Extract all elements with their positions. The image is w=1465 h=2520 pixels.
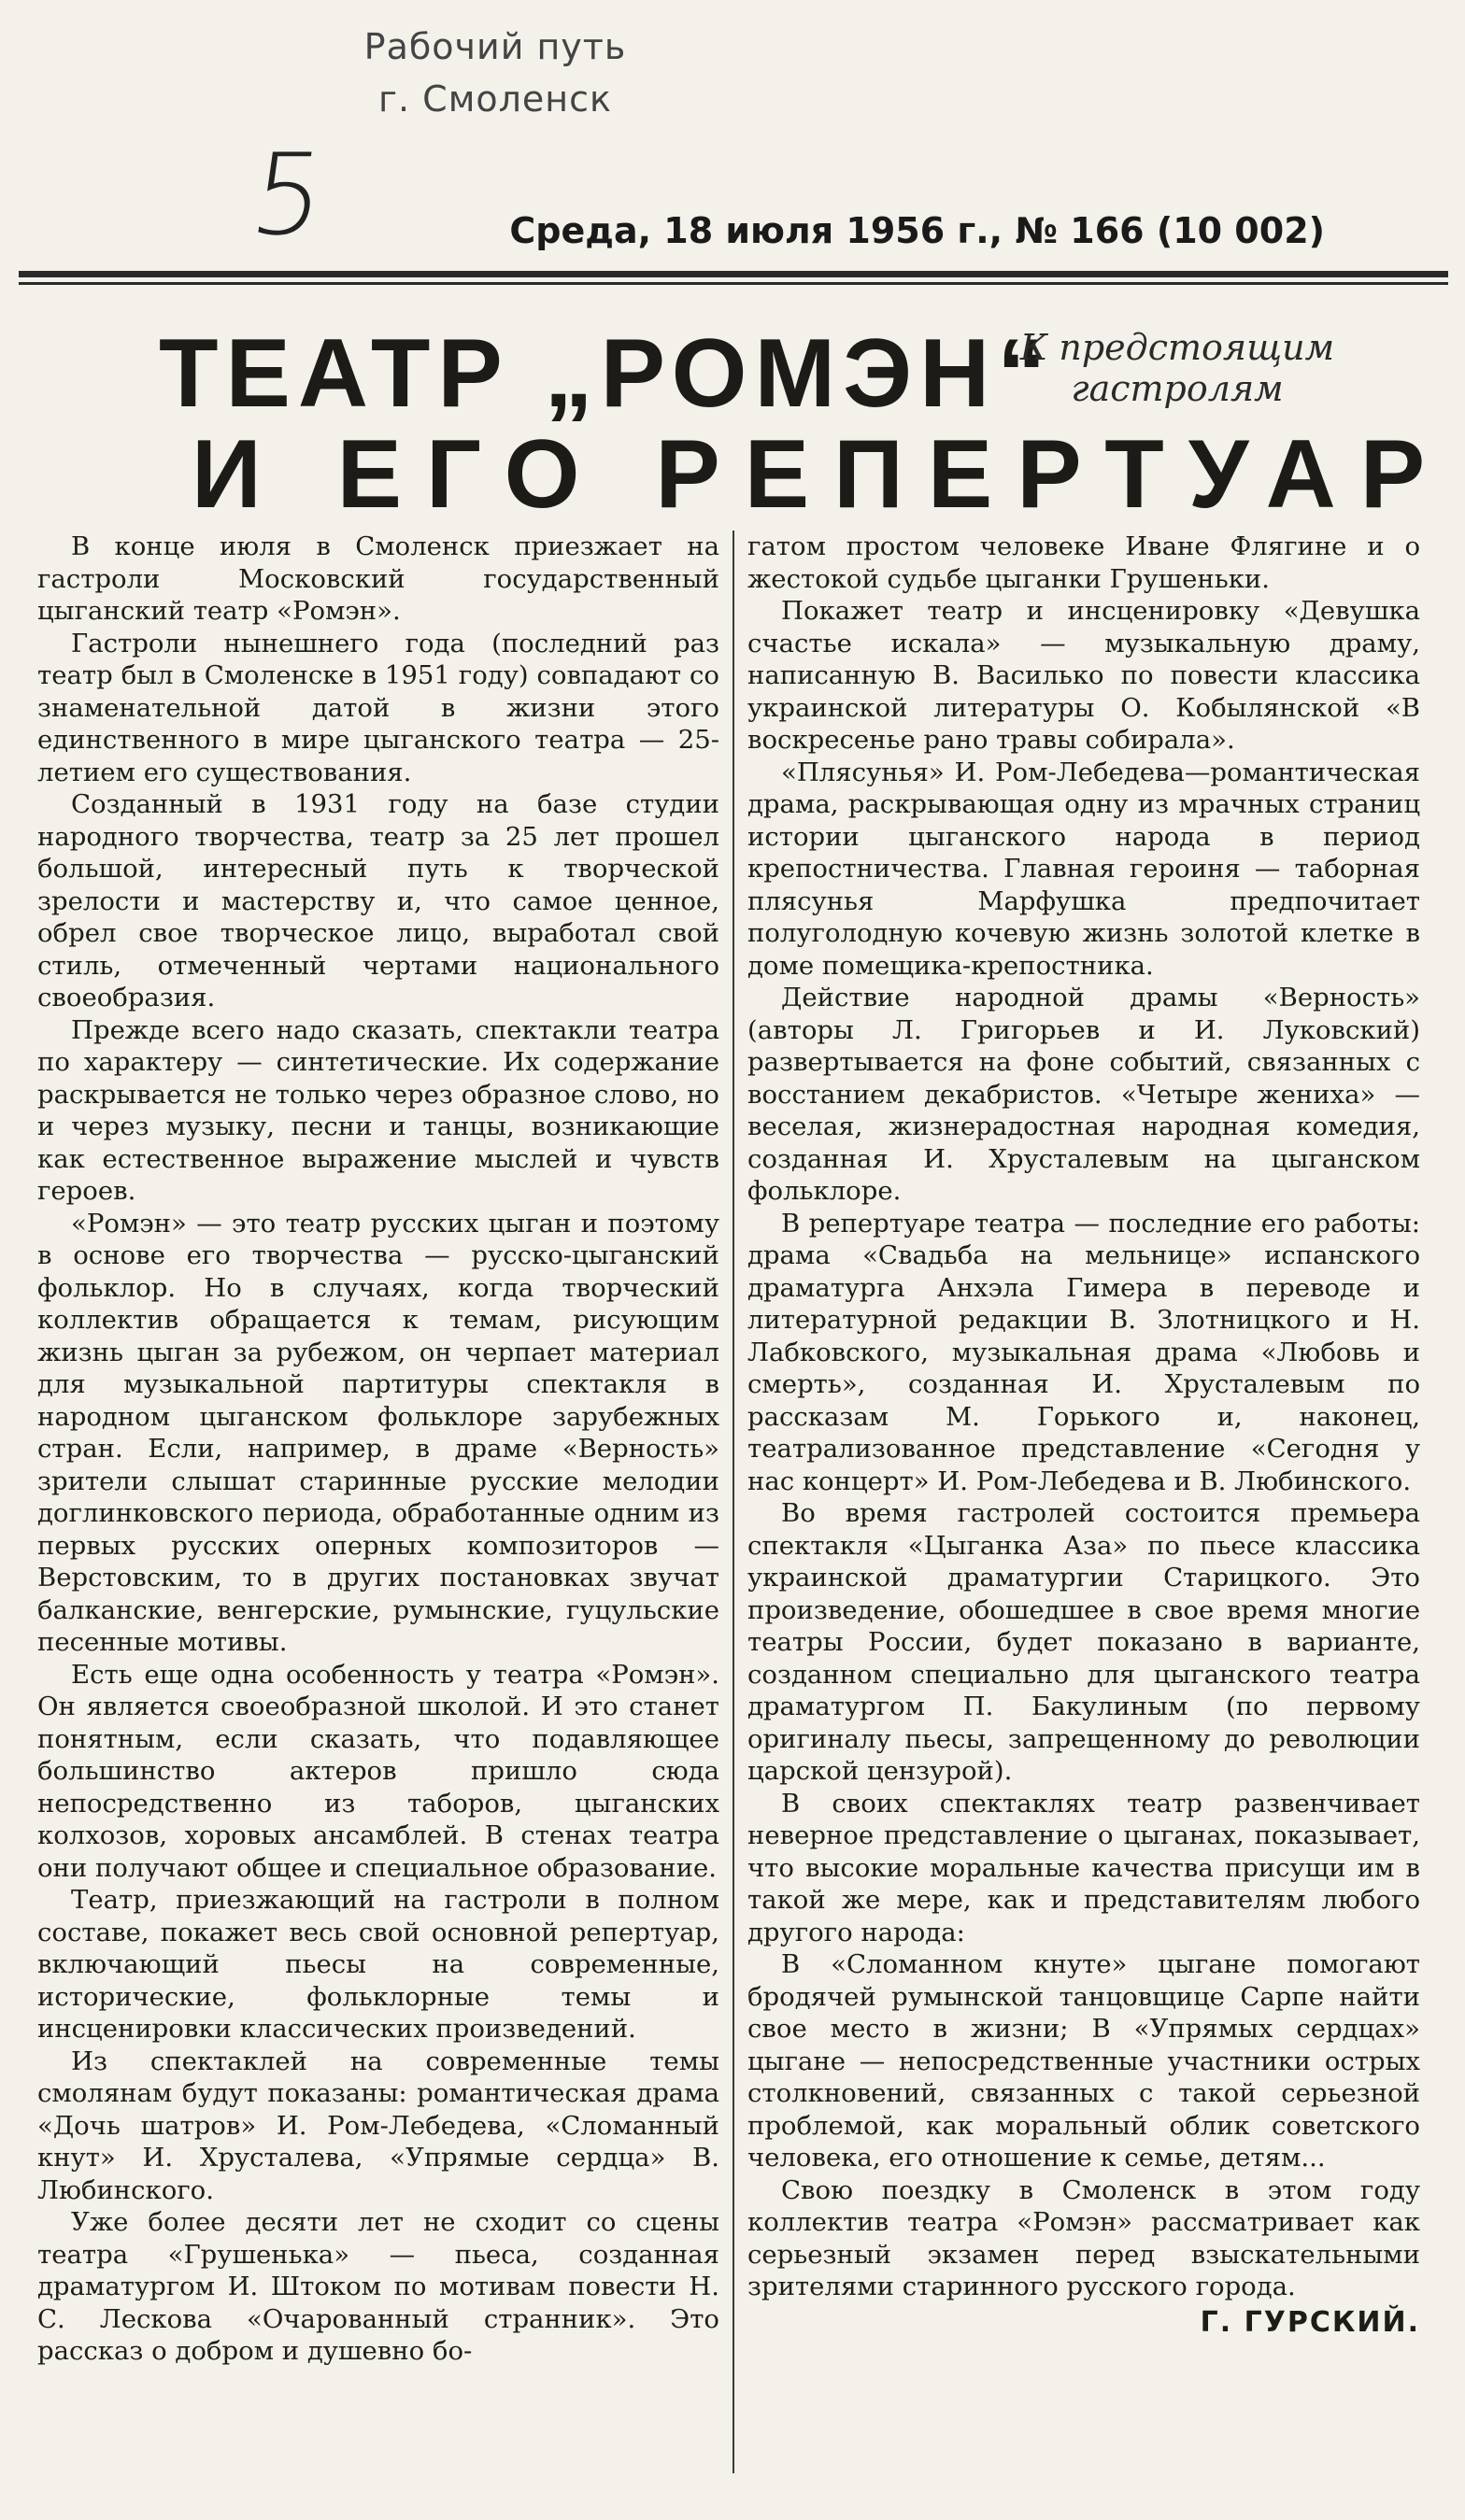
paragraph: Из спектаклей на современные темы смолянам будут показаны: романтическая драма «Дочь шатров» И. Ром-Лебедева, «Сломанный кнут» И. Хрусталева, «Упрямые сердца» В. Любинского.: [37, 2046, 719, 2205]
header-rule-thick: [19, 271, 1448, 277]
paragraph: В «Сломанном кнуте» цыгане помогают бродячей румынской танцовщице Сарпе найти свое место в жизни; В «Упрямых сердцах» цыгане — непосредственные участники острых столкновений, связанных с такой серьезной проблемой, как моральный облик советского человека, его отношение к семье, детям...: [747, 1949, 1420, 2173]
paragraph: Есть еще одна особенность у театра «Ромэн». Он является своеобразной школой. И это станет понятным, если сказать, что подавляющее большинство актеров пришло сюда непосредственно из таборов, цыганских колхозов, хоровых ансамблей. В стенах театра они получают общее и специальное образование.: [37, 1659, 719, 1883]
paragraph: В репертуаре театра — последние его работы: драма «Свадьба на мельнице» испанского драматурга Анхэла Гимера в переводе и литературной редакции В. Злотницкого и Н. Лабковского, музыкальная драма «Любовь и смерть», созданная И. Хрусталевым по рассказам М. Горького и, наконец, театрализованное представление «Сегодня у нас концерт» И. Ром-Лебедева и В. Любинского.: [747, 1208, 1420, 1496]
stamp-city: г. Смоленск: [378, 78, 612, 120]
paragraph: Уже более десяти лет не сходит со сцены театра «Грушенька» — пьеса, созданная драматургом И. Штоком по мотивам повести Н. С. Лескова «Очарованный странник». Это рассказ о добром и душевно бо-: [37, 2207, 719, 2366]
library-stamp: [308, 21, 682, 125]
subheading-line-1: К предстоящим: [1019, 327, 1335, 368]
paragraph: В своих спектаклях театр развенчивает неверное представление о цыганах, показывает, что высокие моральные качества присущи им в такой же мере, как и представителям любого другого народа:: [747, 1788, 1420, 1947]
paragraph: В конце июля в Смоленск приезжает на гастроли Московский государственный цыганский театр «Ромэн».: [37, 531, 719, 626]
issue-dateline: Среда, 18 июля 1956 г., № 166 (10 002): [509, 210, 1325, 251]
headline-line-1: ТЕАТР „РОМЭН“: [159, 319, 1054, 428]
subheading: [1000, 327, 1355, 409]
paragraph: Гастроли нынешнего года (последний раз театр был в Смоленске в 1951 году) совпадают со знаменательной датой в жизни этого единственного в мире цыганского театра — 25-летием его существования.: [37, 628, 719, 787]
paragraph: Покажет театр и инсценировку «Девушка счастье искала» — музыкальную драму, написанную В. Василько по повести классика украинской литературы О. Кобылянской «В воскресенье рано травы собирала».: [747, 596, 1420, 755]
handwritten-page-mark: 5: [243, 131, 334, 261]
subheading-line-2: гастролям: [1071, 368, 1284, 409]
column-divider: [732, 531, 734, 2473]
paragraph: Театр, приезжающий на гастроли в полном составе, покажет весь свой основной репертуар, включающий пьесы на современные, исторические, фольклорные темы и инсценировки классических произведений.: [37, 1885, 719, 2044]
stamp-newspaper-name: Рабочий путь: [363, 26, 627, 67]
paragraph: гатом простом человеке Иване Флягине и о жестокой судьбе цыганки Грушеньки.: [747, 531, 1420, 594]
paragraph: «Ромэн» — это театр русских цыган и поэтому в основе его творчества — русско-цыганский фольклор. Но в случаях, когда творческий коллектив обращается к темам, рисующим жизнь цыган за рубежом, он черпает материал для музыкальной партитуры спектакля в народном цыганском фольклоре зарубежных стран. Если, например, в драме «Верность» зрители слышат старинные русские мелодии доглинковского периода, обработанные одним из первых русских оперных композиторов — Верстовским, то в других постановках звучат балканские, венгерские, румынские, гуцульские песенные мотивы.: [37, 1208, 719, 1657]
article-column-left: [37, 531, 719, 2368]
paragraph: Созданный в 1931 году на базе студии народного творчества, театр за 25 лет прошел большой, интересный путь к творческой зрелости и мастерству и, что самое ценное, обрел свое творческое лицо, выработал свой стиль, отмеченный чертами национального своеобразия.: [37, 789, 719, 1012]
paragraph: Действие народной драмы «Верность» (авторы Л. Григорьев и И. Луковский) развертывается на фоне событий, связанных с восстанием декабристов. «Четыре жениха» — веселая, жизнерадостная народная комедия, созданная И. Хрусталевым на цыганском фольклоре.: [747, 983, 1420, 1206]
paragraph: Прежде всего надо сказать, спектакли театра по характеру — синтетические. Их содержание раскрывается не только через образное слово, но и через музыку, песни и танцы, возникающие как естественное выражение мыслей и чувств героев.: [37, 1014, 719, 1206]
headline-line-2: И ЕГО РЕПЕРТУАР: [192, 420, 1450, 529]
paragraph: Свою поездку в Смоленск в этом году коллектив театра «Ромэн» рассматривает как серьезный экзамен перед взыскательными зрителями старинного русского города.: [747, 2174, 1420, 2301]
article-column-right: [747, 531, 1420, 2339]
paragraph: Во время гастролей состоится премьера спектакля «Цыганка Аза» по пьесе классика украинской драматургии Старицкого. Это произведение, обошедшее в свое время многие театры России, будет показано в варианте, созданном специально для цыганского театра драматургом П. Бакулиным (по первому оригиналу пьесы, запрещенному до революции царской цензурой).: [747, 1498, 1420, 1786]
paragraph: «Плясунья» И. Ром-Лебедева—романтическая драма, раскрывающая одну из мрачных страниц истории цыганского народа в период крепостничества. Главная героиня — таборная плясунья Марфушка предпочитает полуголодную кочевую жизнь золотой клетке в доме помещика-крепостника.: [747, 757, 1420, 981]
header-rule-thin: [19, 282, 1448, 285]
author-signature: Г. ГУРСКИЙ.: [1200, 2305, 1420, 2339]
